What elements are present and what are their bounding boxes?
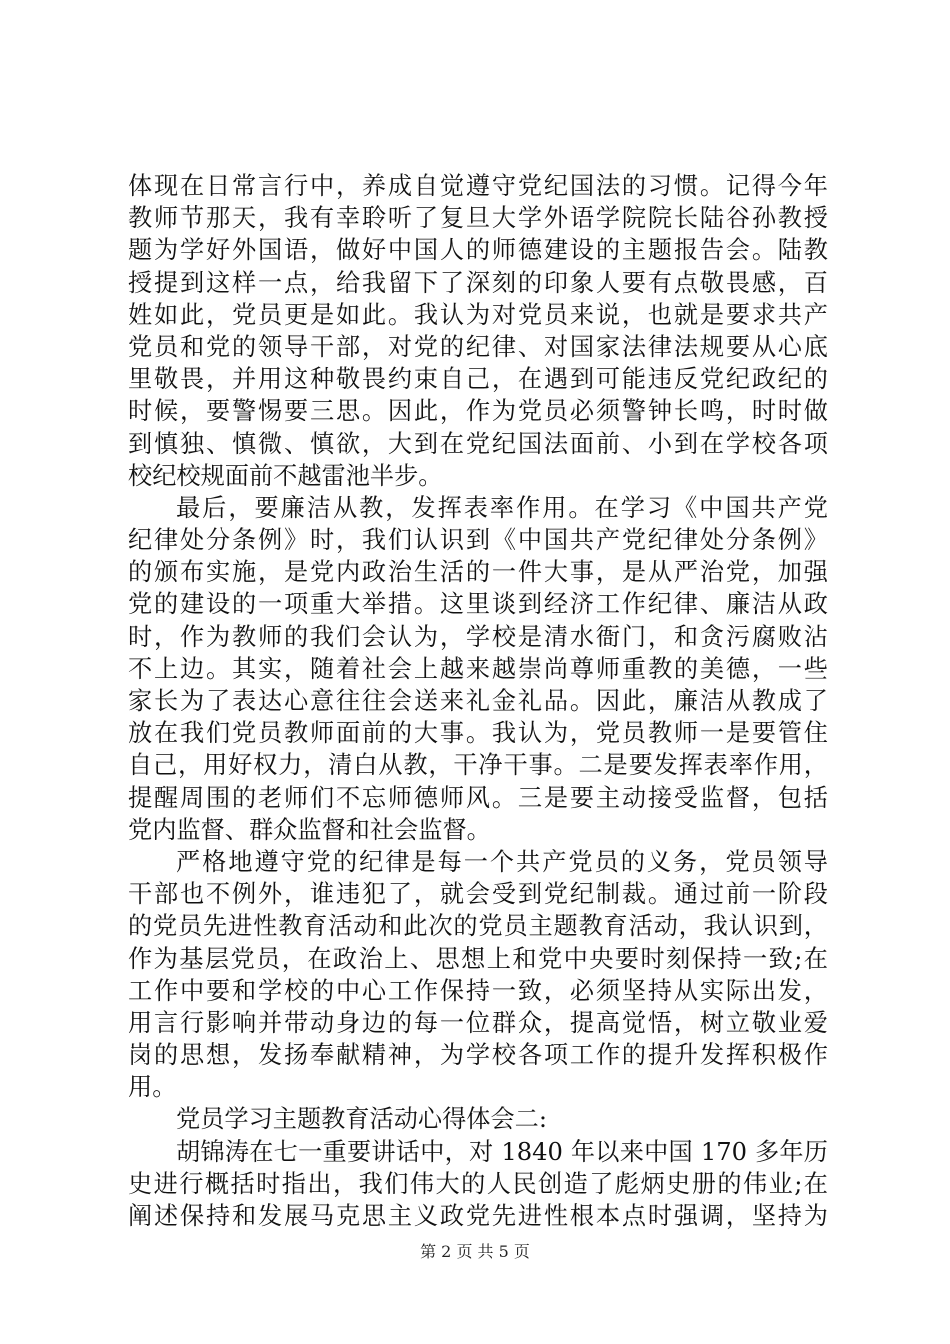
text-line: 体现在日常言行中，养成自觉遵守党纪国法的习惯。记得今年	[128, 172, 828, 200]
text-line: 阐述保持和发展马克思主义政党先进性根本点时强调，坚持为	[128, 1202, 828, 1230]
text-line: 的颁布实施，是党内政治生活的一件大事，是从严治党，加强	[128, 558, 828, 587]
text-line: 党员和党的领导干部，对党的纪律、对国家法律法规要从心底	[128, 332, 828, 361]
text-line: 时，作为教师的我们会认为，学校是清水衙门，和贪污腐败沾	[128, 622, 828, 651]
text-line: 胡锦涛在七一重要讲话中，对 1840 年以来中国 170 多年历	[176, 1137, 828, 1166]
text-line: 用言行影响并带动身边的每一位群众，提高觉悟，树立敬业爱	[128, 1008, 828, 1037]
text-line: 教师节那天，我有幸聆听了复旦大学外语学院院长陆谷孙教授	[128, 204, 828, 233]
text-line: 史进行概括时指出，我们伟大的人民创造了彪炳史册的伟业;在	[128, 1169, 828, 1198]
document-body	[128, 170, 828, 1232]
text-line: 严格地遵守党的纪律是每一个共产党员的义务，党员领导	[176, 847, 828, 876]
text-line: 干部也不例外，谁违犯了，就会受到党纪制裁。通过前一阶段	[128, 880, 828, 909]
text-line: 家长为了表达心意往往会送来礼金礼品。因此，廉洁从教成了	[128, 687, 828, 715]
page-footer: 第 2 页 共 5 页	[420, 1242, 530, 1261]
text-line: 党内监督、群众监督和社会监督。	[128, 815, 491, 844]
text-line: 的党员先进性教育活动和此次的党员主题教育活动，我认识到，	[128, 912, 828, 941]
text-line: 姓如此，党员更是如此。我认为对党员来说，也就是要求共产	[128, 300, 828, 329]
text-line: 最后，要廉洁从教，发挥表率作用。在学习《中国共产党	[176, 493, 828, 522]
text-line: 不上边。其实，随着社会上越来越崇尚尊师重教的美德，一些	[128, 654, 828, 683]
text-line: 提醒周围的老师们不忘师德师风。三是要主动接受监督，包括	[128, 783, 828, 812]
text-line: 纪律处分条例》时，我们认识到《中国共产党纪律处分条例》	[128, 526, 828, 555]
text-line: 用。	[128, 1073, 177, 1102]
text-line: 校纪校规面前不越雷池半步。	[128, 461, 443, 490]
text-line: 工作中要和学校的中心工作保持一致，必须坚持从实际出发，	[128, 976, 828, 1005]
text-line: 自己，用好权力，清白从教，干净干事。二是要发挥表率作用，	[128, 751, 828, 780]
text-line: 授提到这样一点，给我留下了深刻的印象人要有点敬畏感，百	[128, 268, 828, 297]
text-line: 到慎独、慎微、慎欲，大到在党纪国法面前、小到在学校各项	[128, 429, 828, 458]
text-line: 放在我们党员教师面前的大事。我认为，党员教师一是要管住	[128, 719, 828, 748]
text-line: 题为学好外国语，做好中国人的师德建设的主题报告会。陆教	[128, 236, 828, 265]
text-line: 作为基层党员，在政治上、思想上和党中央要时刻保持一致;在	[128, 944, 828, 973]
text-line: 党员学习主题教育活动心得体会二:	[176, 1105, 547, 1134]
text-line: 时候，要警惕要三思。因此，作为党员必须警钟长鸣，时时做	[128, 397, 828, 426]
text-line: 里敬畏，并用这种敬畏约束自己，在遇到可能违反党纪政纪的	[128, 365, 828, 394]
text-line: 岗的思想，发扬奉献精神，为学校各项工作的提升发挥积极作	[128, 1041, 828, 1070]
text-line: 党的建设的一项重大举措。这里谈到经济工作纪律、廉洁从政	[128, 590, 828, 619]
